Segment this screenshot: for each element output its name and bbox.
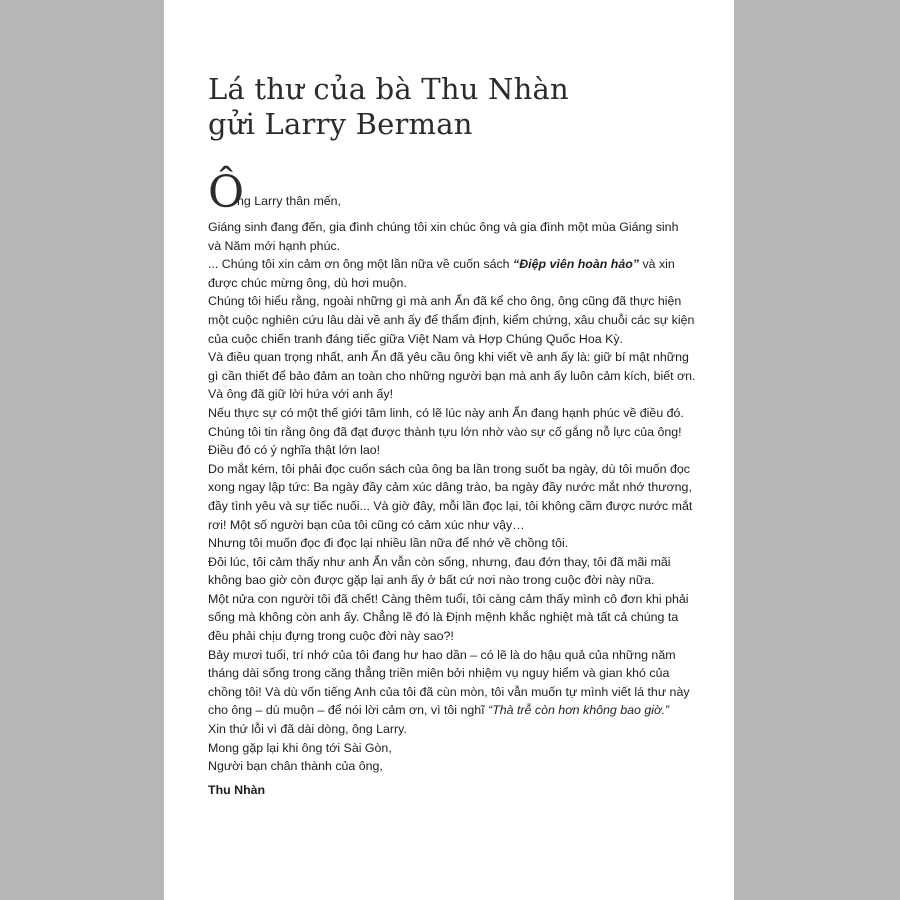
text-line: Bảy mươi tuổi, trí nhớ của tôi đang hư hao dần – có lẽ là do hậu quả của những năm: [208, 647, 676, 662]
paragraph: [208, 292, 718, 348]
text-line: sống mà không còn anh ấy. Chẳng lẽ đó là Định mệnh khắc nghiệt mà tất cả chúng ta: [208, 610, 679, 625]
paragraph: [208, 460, 718, 534]
book-title: “Điệp viên hoàn hảo”: [513, 257, 640, 272]
text-line: Đôi lúc, tôi cảm thấy như anh Ẩn vẫn còn sống, nhưng, đau đớn thay, tôi đã mãi mãi: [208, 554, 671, 569]
text-line: và Năm mới hạnh phúc.: [208, 238, 341, 253]
text-line: Do mắt kém, tôi phải đọc cuốn sách của ông ba lần trong suốt ba ngày, dù tôi muốn đọc: [208, 461, 690, 476]
text-line: Chúng tôi tin rằng ông đã đạt được thành tựu lớn nhờ vào sự cố gắng nỗ lực của ông!: [208, 424, 682, 439]
text-line: Người bạn chân thành của ông,: [208, 759, 383, 774]
signature: Thu Nhàn: [208, 782, 266, 797]
text-fragment: cho ông – dù muộn – để nói lời cảm ơn, vì tôi nghĩ: [208, 703, 489, 718]
greeting-text: ng Larry thân mến,: [237, 194, 342, 208]
drop-cap: Ô: [208, 167, 245, 218]
text-line: xong ngay lập tức: Ba ngày đầy cảm xúc dâng trào, ba ngày đầy nước mắt nhớ thương,: [208, 480, 692, 495]
text-line: chồng tôi! Và dù vốn tiếng Anh của tôi đã cùn mòn, tôi vẫn muốn tự mình viết lá thư này: [208, 684, 690, 699]
text-line: đều phải chịu đựng trong cuộc đời này sao?!: [208, 629, 454, 644]
text-line: [208, 701, 718, 720]
book-page: [164, 0, 734, 900]
paragraph: [208, 646, 718, 720]
text-line: không bao giờ còn được gặp lại anh ấy ở bất cứ nơi nào trong cuộc đời này nữa.: [208, 573, 655, 588]
paragraph: [208, 553, 718, 590]
text-line: Nếu thực sự có một thế giới tâm linh, có lẽ lúc này anh Ẩn đang hạnh phúc về điều đó.: [208, 405, 684, 420]
text-line: của cuộc chiến tranh đáng tiếc giữa Việt Nam và Hợp Chúng Quốc Hoa Kỳ.: [208, 331, 623, 346]
text-line: Nhưng tôi muốn đọc đi đọc lại nhiều lần nữa để nhớ về chồng tôi.: [208, 536, 569, 551]
text-fragment: và xin: [639, 257, 675, 272]
text-line: Và ông đã giữ lời hứa với anh ấy!: [208, 387, 394, 402]
text-line: Điều đó có ý nghĩa thật lớn lao!: [208, 443, 381, 458]
paragraph: [208, 534, 718, 553]
closing-line: [208, 757, 718, 776]
letter-body: [208, 167, 718, 799]
paragraph: [208, 423, 718, 442]
paragraph: [208, 348, 718, 404]
paragraph: [208, 255, 718, 292]
text-line: Giáng sinh đang đến, gia đình chúng tôi xin chúc ông và gia đình một mùa Giáng sinh: [208, 220, 679, 234]
text-line: tháng dài sống trong căng thẳng triền miên bởi nhiệm vụ nguy hiểm và gian khó của: [208, 666, 670, 681]
title-line-1: Lá thư của bà Thu Nhàn: [208, 72, 569, 106]
paragraph: [208, 218, 718, 255]
closing-line: [208, 739, 718, 758]
title-line-2: gửi Larry Berman: [208, 107, 473, 141]
text-line: Mong gặp lại khi ông tới Sài Gòn,: [208, 740, 392, 755]
italic-quote: “Thà trễ còn hơn không bao giờ.”: [488, 703, 670, 718]
greeting: [208, 167, 718, 218]
text-line: đầy tình yêu và sự tiếc nuối... Và giờ đây, mỗi lần đọc lại, tôi không cầm được nước mắt: [208, 498, 693, 513]
text-line: được chúc mừng ông, dù hơi muộn.: [208, 275, 407, 290]
text-line: Chúng tôi hiểu rằng, ngoài những gì mà anh Ẩn đã kể cho ông, ông cũng đã thực hiện: [208, 294, 682, 309]
text-line: Và điều quan trọng nhất, anh Ẩn đã yêu cầu ông khi viết về anh ấy là: giữ bí mật những: [208, 350, 689, 365]
text-line: Một nửa con người tôi đã chết! Càng thêm tuổi, tôi càng cảm thấy mình cô đơn khi phải: [208, 591, 689, 606]
text-line: Xin thứ lỗi vì đã dài dòng, ông Larry.: [208, 722, 407, 737]
text-line: rơi! Một số người bạn của tôi cũng có cảm xúc như vậy…: [208, 517, 525, 532]
text-line: [208, 255, 718, 274]
text-line: một cuộc nghiên cứu lâu dài về anh ấy để thẩm định, kiểm chứng, xâu chuỗi các sự kiện: [208, 312, 695, 327]
paragraph: [208, 590, 718, 646]
text-line: gì cần thiết để bảo đảm an toàn cho những người bạn mà anh ấy luôn cảm kích, biết ơn.: [208, 368, 696, 383]
closing-line: [208, 720, 718, 739]
page-title: [208, 72, 569, 142]
paragraph: [208, 441, 718, 460]
text-fragment: ... Chúng tôi xin cảm ơn ông một lần nữa về cuốn sách: [208, 257, 514, 272]
paragraph: [208, 404, 718, 423]
